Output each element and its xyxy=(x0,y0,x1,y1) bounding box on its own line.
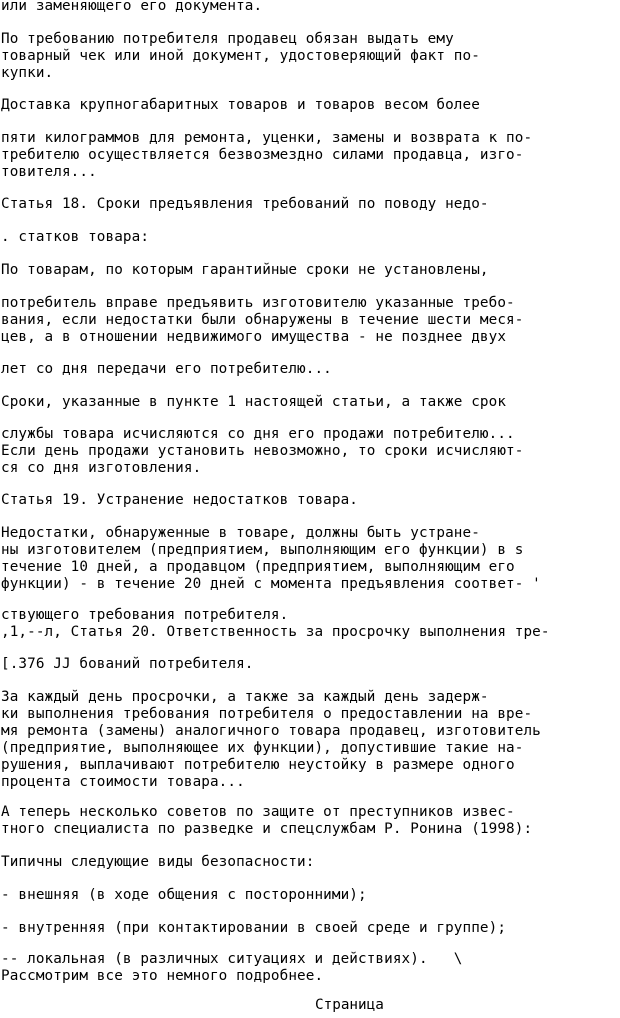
text-line: ствующего требования потребителя. xyxy=(1,607,289,623)
text-line: ся со дня изготовления. xyxy=(1,460,202,476)
text-line: товарный чек или иной документ, удостоверяющий факт по- xyxy=(1,48,480,64)
text-line: процента стоимости товара... xyxy=(1,774,245,790)
text-line: - внутренняя (при контактировании в своей среде и группе); xyxy=(1,920,507,936)
text-line: рушения, выплачивают потребителю неустойку в размере одного xyxy=(1,757,515,773)
text-line: купки. xyxy=(1,65,54,81)
text-line: товителя... xyxy=(1,164,97,180)
text-line: По требованию потребителя продавец обязан выдать ему xyxy=(1,31,454,47)
text-line: (предприятие, выполняющее их функции), допустившие такие на- xyxy=(1,740,524,756)
text-line: вания, если недостатки были обнаружены в течение шести меся- xyxy=(1,312,524,328)
text-line: Статья 18. Сроки предъявления требований по поводу недо- xyxy=(1,196,489,212)
text-line: ны изготовителем (предприятием, выполняющим его функции) в s xyxy=(1,542,524,558)
text-line: лет со дня передачи его потребителю... xyxy=(1,361,332,377)
text-line: потребитель вправе предъявить изготовителю указанные требо- xyxy=(1,295,515,311)
text-line: ,1,--л, Статья 20. Ответственность за просрочку выполнения тре- xyxy=(1,624,550,640)
text-line: службы товара исчисляются со дня его продажи потребителю... xyxy=(1,426,515,442)
text-line: [.376 JJ бований потребителя. xyxy=(1,656,254,672)
text-line: пяти килограммов для ремонта, уценки, замены и возврата к по- xyxy=(1,130,533,146)
text-line: цев, а в отношении недвижимого имущества - не позднее двух xyxy=(1,329,507,345)
text-line: ки выполнения требования потребителя о предоставлении на вре- xyxy=(1,706,533,722)
text-line: функции) - в течение 20 дней с момента предъявления соответ- ' xyxy=(1,576,541,592)
text-line: Если день продажи установить невозможно, то сроки исчисляют- xyxy=(1,443,524,459)
text-line: течение 10 дней, а продавцом (предприятием, выполняющим его xyxy=(1,559,515,575)
text-line: По товарам, по которым гарантийные сроки не установлены, xyxy=(1,262,489,278)
text-line: -- локальная (в различных ситуациях и действиях). \ xyxy=(1,951,463,967)
text-line: Недостатки, обнаруженные в товаре, должны быть устране- xyxy=(1,525,480,541)
text-line: мя ремонта (замены) аналогичного товара продавец, изготовитель xyxy=(1,723,541,739)
text-line: Доставка крупногабаритных товаров и товаров весом более xyxy=(1,97,480,113)
text-line: . статков товара: xyxy=(1,229,150,245)
text-line: Статья 19. Устранение недостатков товара. xyxy=(1,492,359,508)
text-line: А теперь несколько советов по защите от преступников извес- xyxy=(1,804,515,820)
text-line: Рассмотрим все это немного подробнее. xyxy=(1,968,324,984)
page-footer-label: Страница xyxy=(315,997,384,1013)
text-line: или заменяющего его документа. xyxy=(1,0,263,14)
text-line: тного специалиста по разведке и спецслужбам Р. Ронина (1998): xyxy=(1,821,533,837)
text-line: За каждый день просрочки, а также за каждый день задерж- xyxy=(1,689,489,705)
text-line: - внешняя (в ходе общения с посторонними); xyxy=(1,887,367,903)
text-line: требителю осуществляется безвозмездно силами продавца, изго- xyxy=(1,147,524,163)
text-line: Сроки, указанные в пункте 1 настоящей статьи, а также срок xyxy=(1,394,507,410)
text-line: Типичны следующие виды безопасности: xyxy=(1,854,315,870)
